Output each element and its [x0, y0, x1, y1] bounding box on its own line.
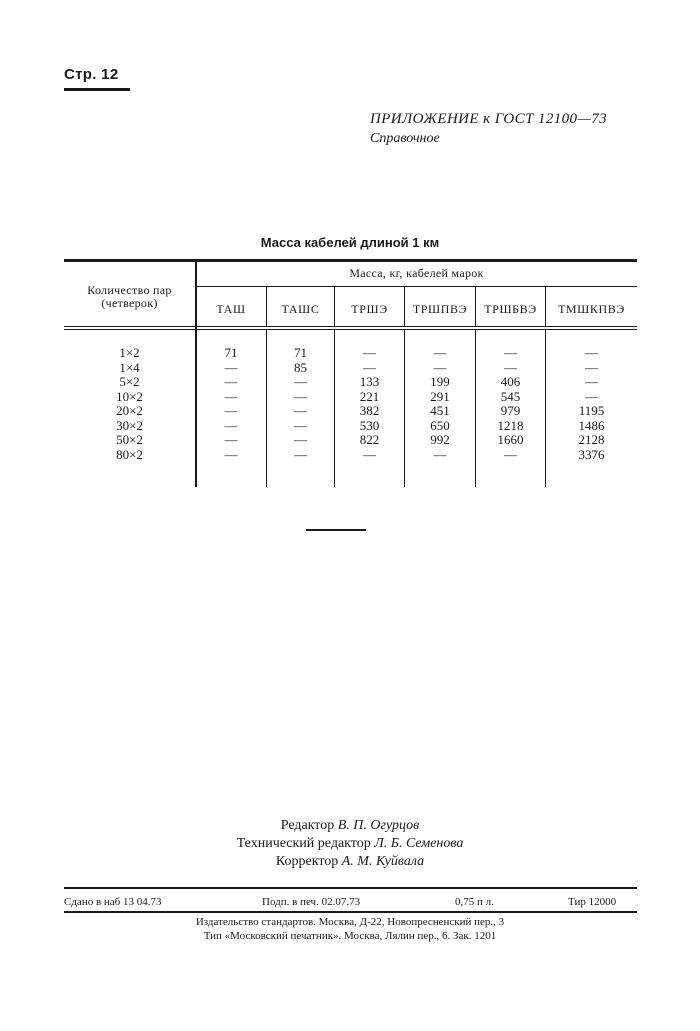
mass-cell: —	[504, 345, 517, 360]
table-top-rule	[64, 259, 637, 262]
pairs-cell: 1×4	[119, 360, 140, 375]
mass-cell: 451	[430, 403, 450, 418]
pairs-cell: 5×2	[119, 374, 140, 389]
brand-header: ТМШКПВЭ	[558, 302, 625, 316]
pairs-cell: 20×2	[116, 403, 143, 418]
mass-cell: —	[224, 447, 238, 462]
mass-cell: —	[504, 360, 517, 375]
mass-cell: —	[433, 447, 447, 462]
imprint-sheets: 0,75 п л.	[455, 896, 494, 908]
mass-cell: 822	[359, 432, 380, 447]
appendix-title: ПРИЛОЖЕНИЕ к ГОСТ 12100—73	[370, 111, 607, 127]
imprint-bottom-rule	[64, 911, 637, 913]
mass-cell: —	[294, 403, 307, 418]
mass-cell: 1486	[578, 418, 605, 433]
pairs-cell: 30×2	[116, 418, 143, 433]
mass-cell: —	[294, 418, 307, 433]
mass-cell: 85	[294, 360, 307, 375]
mass-cell: —	[224, 389, 238, 404]
mass-cell: —	[585, 345, 598, 360]
pairs-cell: 50×2	[116, 432, 143, 447]
mass-cell: 1660	[497, 432, 524, 447]
mass-cell: —	[585, 360, 598, 375]
mass-cell: —	[433, 360, 447, 375]
mass-cell: —	[585, 374, 598, 389]
mass-cell: 71	[224, 345, 238, 360]
brand-header: ТРШЭ	[351, 302, 388, 316]
mass-cell: —	[224, 432, 238, 447]
mass-cell: 979	[500, 403, 521, 418]
appendix-subtitle: Справочное	[370, 131, 440, 146]
mass-cell: —	[433, 345, 447, 360]
table-title: Масса кабелей длиной 1 км	[260, 235, 440, 250]
mass-cell: —	[363, 447, 376, 462]
header-rule-2	[64, 329, 637, 330]
brand-header: ТРШБВЭ	[484, 302, 537, 316]
mass-cell: —	[224, 403, 238, 418]
mass-cell: —	[363, 345, 376, 360]
mass-cell: —	[294, 432, 307, 447]
publisher-line-2: Тип «Московский печатник». Москва, Лялин пер., 6. Зак. 1201	[203, 930, 497, 942]
pairs-cell: 80×2	[116, 447, 143, 462]
mass-cell: 221	[359, 389, 380, 404]
mass-cell: —	[224, 360, 238, 375]
mass-cell: 650	[430, 418, 450, 433]
mass-cell: —	[224, 374, 238, 389]
mass-cell: —	[294, 374, 307, 389]
brand-header: ТАШ	[216, 302, 246, 316]
group-header: Масса, кг, кабелей марок	[349, 266, 484, 280]
mass-cell: —	[294, 447, 307, 462]
tech-editor-label: Технический редактор	[236, 836, 371, 851]
publisher-line-1: Издательство стандартов. Москва, Д-22, Новопресненский пер., 3	[195, 916, 505, 928]
pairs-cell: 10×2	[116, 389, 143, 404]
credit-proofreader	[0, 854, 700, 870]
mass-cell: 530	[359, 418, 380, 433]
page-number-underline	[64, 88, 130, 91]
page-number: Стр. 12	[64, 66, 119, 83]
section-divider	[306, 529, 366, 531]
proofreader-name: А. М. Куйвала	[341, 854, 425, 869]
group-header-rule	[196, 286, 637, 287]
mass-cell: 406	[500, 374, 521, 389]
tech-editor-name: Л. Б. Семенова	[374, 836, 464, 851]
mass-cell: —	[363, 360, 376, 375]
brand-header: ТРШПВЭ	[412, 302, 468, 316]
imprint-submitted: Сдано в наб 13 04.73	[64, 896, 162, 908]
imprint-top-rule	[64, 887, 637, 889]
mass-cell: 2128	[578, 432, 605, 447]
pairs-cell: 1×2	[119, 345, 140, 360]
mass-cell: —	[224, 418, 238, 433]
mass-cell: 133	[359, 374, 380, 389]
mass-cell: 1195	[578, 403, 605, 418]
mass-cell: —	[294, 389, 307, 404]
credit-tech-editor	[0, 836, 700, 852]
header-rule-1	[64, 326, 637, 327]
mass-cell: 382	[359, 403, 380, 418]
mass-cell: 71	[294, 345, 307, 360]
row-header: Количество пар (четверок)	[87, 283, 172, 310]
mass-cell: 545	[500, 389, 521, 404]
mass-cell: 1218	[497, 418, 524, 433]
mass-cell: 3376	[578, 447, 605, 462]
proofreader-label: Корректор	[275, 854, 339, 869]
mass-cell: 199	[430, 374, 450, 389]
credit-editor	[0, 818, 700, 834]
mass-cell: 291	[430, 389, 450, 404]
mass-cell: 992	[430, 432, 450, 447]
mass-cell: —	[504, 447, 517, 462]
editor-label: Редактор	[280, 818, 335, 833]
editor-name: В. П. Огурцов	[337, 818, 420, 833]
imprint-print-run: Тир 12000	[568, 896, 617, 908]
imprint-signed: Подп. в печ. 02.07.73	[262, 896, 361, 908]
brand-header: ТАШС	[281, 302, 320, 316]
mass-cell: —	[585, 389, 598, 404]
